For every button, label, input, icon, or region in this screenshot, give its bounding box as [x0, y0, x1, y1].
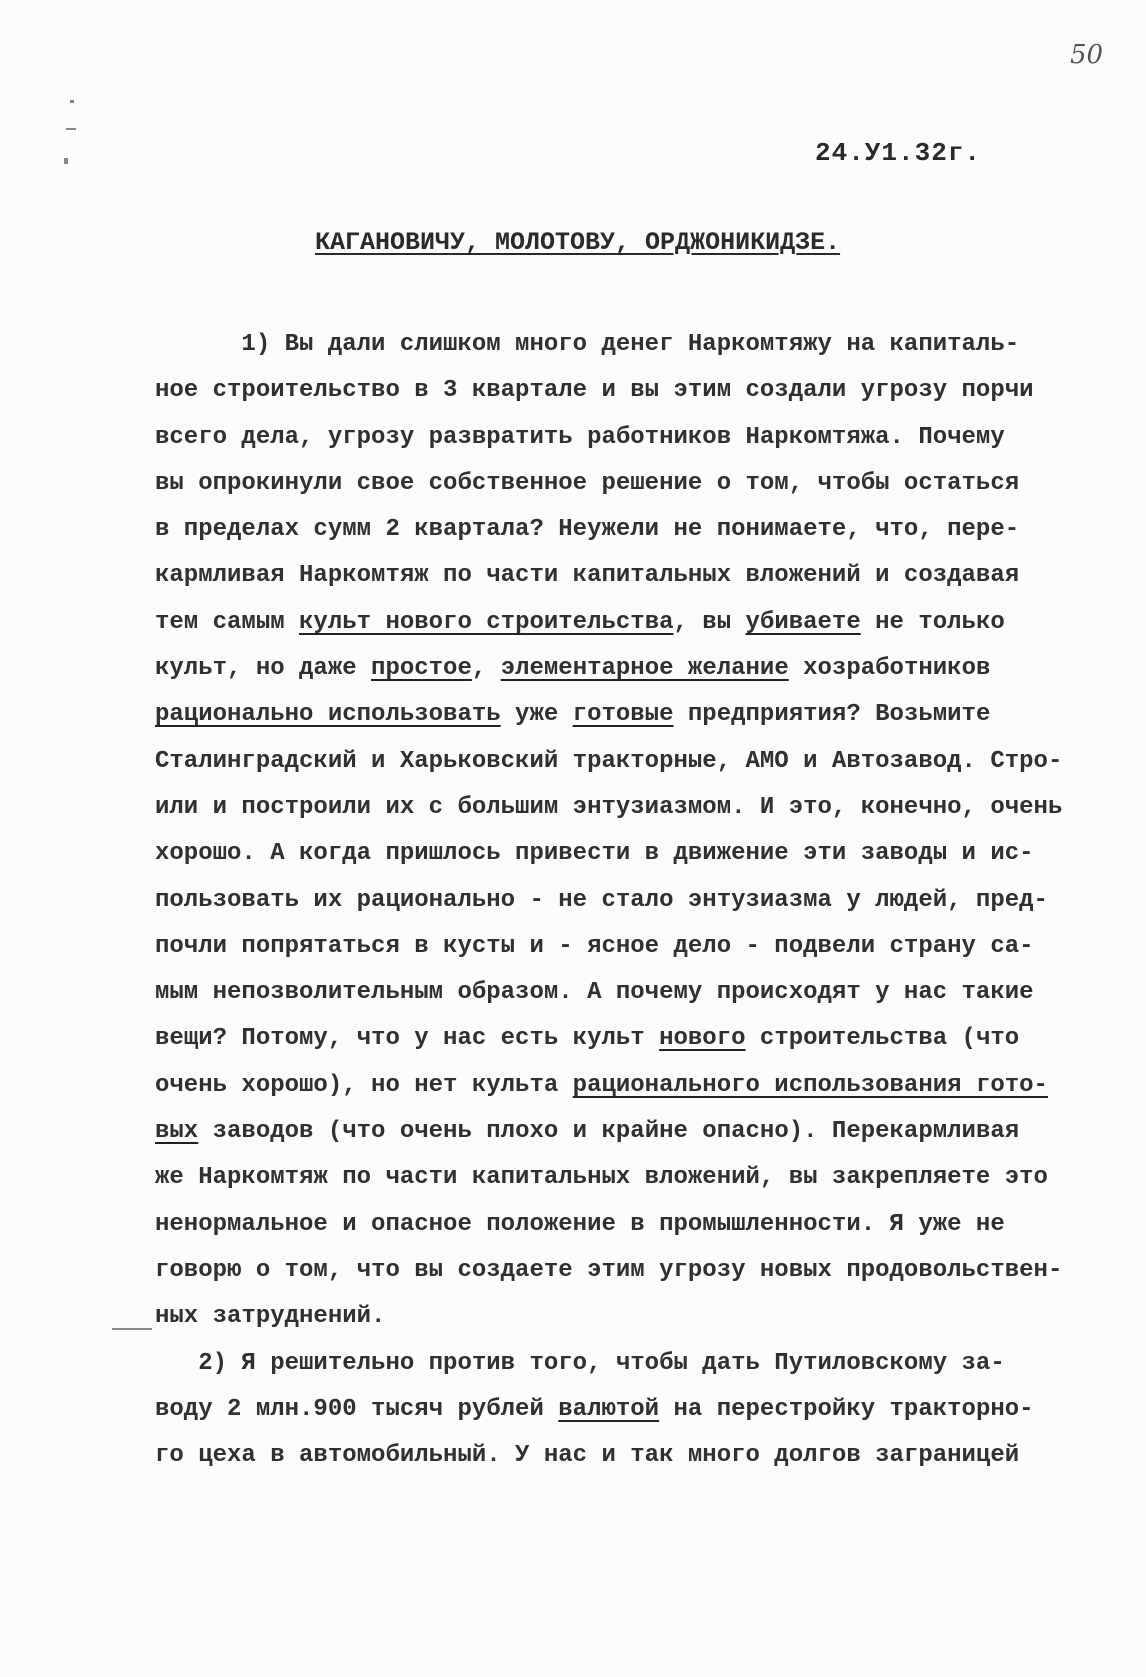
text-line: [155, 461, 1135, 507]
text-line: [155, 739, 1135, 785]
text-line: [155, 1109, 1135, 1155]
text-line: [155, 415, 1135, 461]
text-segment: , вы: [673, 608, 746, 636]
text-segment: уже: [500, 701, 573, 729]
text-segment: воду 2 млн.900 тысяч рублей: [155, 1395, 559, 1423]
underlined-phrase: культ нового строительства: [299, 608, 674, 636]
letter-date: 24.У1.32г.: [815, 138, 982, 168]
text-segment: хорошо. А когда пришлось привести в движение эти заводы и ис-: [155, 840, 1034, 868]
text-segment: говорю о том, что вы создаете этим угрозу новых продовольствен-: [155, 1256, 1063, 1284]
text-segment: хозработников: [788, 655, 991, 683]
text-segment: 1) Вы дали слишком много денег Наркомтяжу на капиталь-: [155, 331, 1020, 358]
text-line: [155, 692, 1135, 738]
text-segment: же Наркомтяж по части капитальных вложений, вы закрепляете это: [155, 1164, 1048, 1192]
text-segment: почли попрятаться в кусты и - ясное дело - подвели страну са-: [155, 932, 1034, 960]
underlined-phrase: валютой: [558, 1395, 660, 1423]
text-segment: вещи? Потому, что у нас есть культ: [155, 1025, 660, 1053]
text-line: [155, 970, 1135, 1016]
text-segment: пользовать их рационально - не стало энтузиазма у людей, пред-: [155, 886, 1048, 914]
text-line: [155, 322, 1135, 368]
text-line: [155, 600, 1135, 646]
text-segment: ное строительство в 3 квартале и вы этим создали угрозу порчи: [155, 377, 1034, 405]
text-segment: ненормальное и опасное положение в промышленности. Я уже не: [155, 1210, 1005, 1238]
underlined-phrase: рационального использования гото-: [572, 1071, 1048, 1099]
text-segment: го цеха в автомобильный. У нас и так много долгов заграницей: [155, 1442, 1020, 1470]
text-segment: всего дела, угрозу развратить работников Наркомтяжа. Почему: [155, 423, 1005, 451]
text-segment: на перестройку тракторно-: [659, 1395, 1034, 1423]
text-line: [155, 368, 1135, 414]
text-segment: предприятия? Возьмите: [673, 701, 991, 729]
underlined-phrase: убиваете: [745, 608, 861, 636]
margin-mark: [112, 1328, 152, 1330]
text-line: [155, 1155, 1135, 1201]
text-segment: мым непозволительным образом. А почему происходят у нас такие: [155, 979, 1034, 1007]
text-segment: заводов (что очень плохо и крайне опасно). Перекармливая: [198, 1118, 1020, 1146]
text-segment: тем самым: [155, 608, 300, 636]
text-line: [155, 1387, 1135, 1433]
text-line: [155, 1341, 1135, 1387]
text-line: [155, 831, 1135, 877]
text-segment: вы опрокинули свое собственное решение о том, чтобы остаться: [155, 469, 1020, 497]
text-segment: строительства (что: [745, 1025, 1020, 1053]
underlined-phrase: простое: [371, 655, 472, 683]
text-line: [155, 785, 1135, 831]
text-segment: в пределах сумм 2 квартала? Неужели не понимаете, что, пере-: [155, 516, 1020, 544]
letter-body: [155, 322, 1135, 1479]
text-line: [155, 1294, 1135, 1340]
letter-addressee: КАГАНОВИЧУ, МОЛОТОВУ, ОРДЖОНИКИДЗЕ.: [315, 228, 841, 257]
text-segment: 2) Я решительно против того, чтобы дать Путиловскому за-: [155, 1349, 1005, 1377]
text-line: [155, 646, 1135, 692]
margin-mark: [66, 128, 76, 130]
underlined-phrase: рационально использовать: [155, 701, 501, 729]
margin-mark: [64, 158, 68, 164]
margin-mark: [70, 100, 74, 103]
text-segment: очень хорошо), но нет культа: [155, 1071, 573, 1099]
underlined-phrase: элементарное желание: [500, 655, 789, 683]
text-segment: культ, но даже: [155, 655, 372, 683]
text-segment: Сталинградский и Харьковский тракторные, АМО и Автозавод. Стро-: [155, 747, 1063, 775]
text-segment: ,: [471, 655, 501, 683]
text-line: [155, 553, 1135, 599]
text-line: [155, 924, 1135, 970]
text-line: [155, 1433, 1135, 1479]
underlined-phrase: нового: [659, 1025, 746, 1053]
text-segment: ных затруднений.: [155, 1303, 386, 1331]
text-line: [155, 1016, 1135, 1062]
text-line: [155, 507, 1135, 553]
text-line: [155, 1248, 1135, 1294]
text-segment: или и построили их с большим энтузиазмом. И это, конечно, очень: [155, 793, 1063, 821]
text-line: [155, 1063, 1135, 1109]
underlined-phrase: вых: [155, 1118, 199, 1146]
text-segment: не только: [860, 608, 1005, 636]
text-segment: кармливая Наркомтяж по части капитальных вложений и создавая: [155, 562, 1020, 590]
page-number: 50: [1070, 40, 1104, 70]
text-line: [155, 878, 1135, 924]
underlined-phrase: готовые: [572, 701, 674, 729]
text-line: [155, 1202, 1135, 1248]
